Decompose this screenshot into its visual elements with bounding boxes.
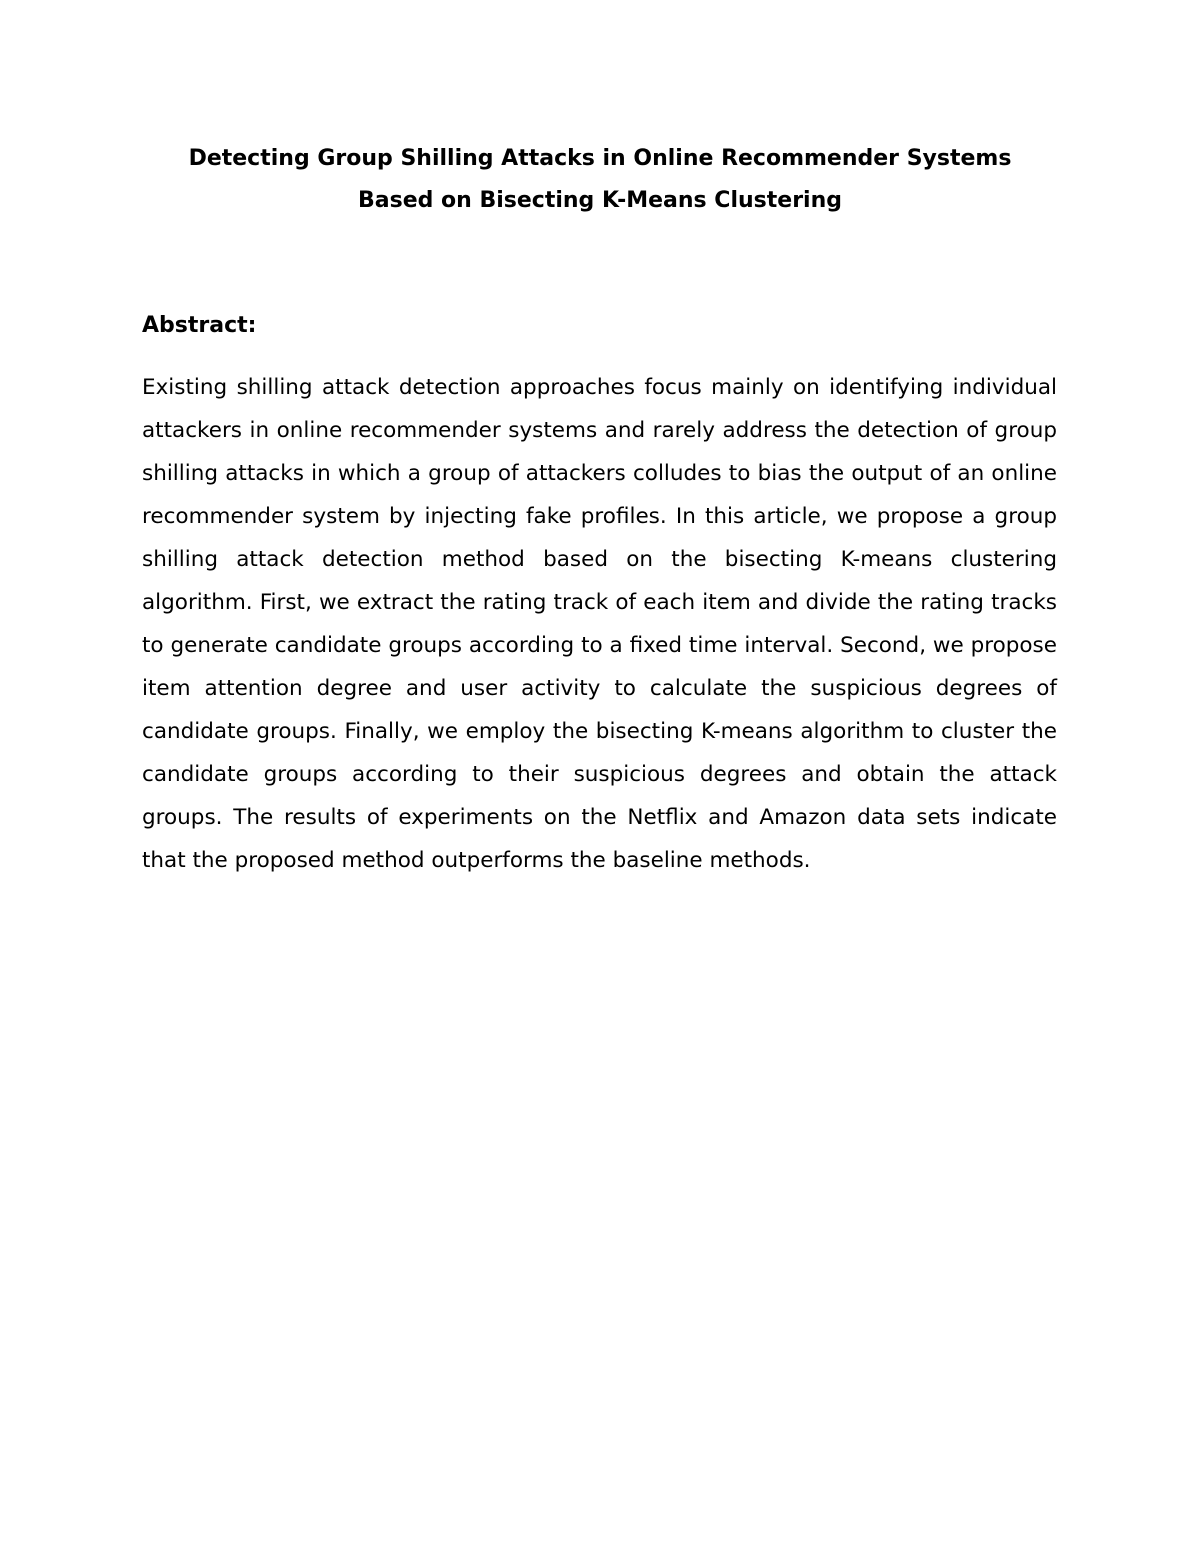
paper-title-line-2: Based on Bisecting K-Means Clustering (358, 188, 842, 213)
paper-title-line-1: Detecting Group Shilling Attacks in Online Recommender Systems (188, 146, 1012, 171)
abstract-heading: Abstract: (142, 313, 257, 338)
paper-title (0, 138, 1200, 222)
abstract-body: Existing shilling attack detection approaches focus mainly on identifying individual attackers in online recommender systems and rarely address the detection of group shilling attacks in which a group of attackers colludes to bias the output of an online recommender system by injecting fake profiles. In this article, we propose a group shilling attack detection method based on the bisecting K-means clustering algorithm. First, we extract the rating track of each item and divide the rating tracks to generate candidate groups according to a fixed time interval. Second, we propose item attention degree and user activity to calculate the suspicious degrees of candidate groups. Finally, we employ the bisecting K-means algorithm to cluster the candidate groups according to their suspicious degrees and obtain the attack groups. The results of experiments on the Netflix and Amazon data sets indicate that the proposed method outperforms the baseline methods. (142, 375, 1057, 873)
